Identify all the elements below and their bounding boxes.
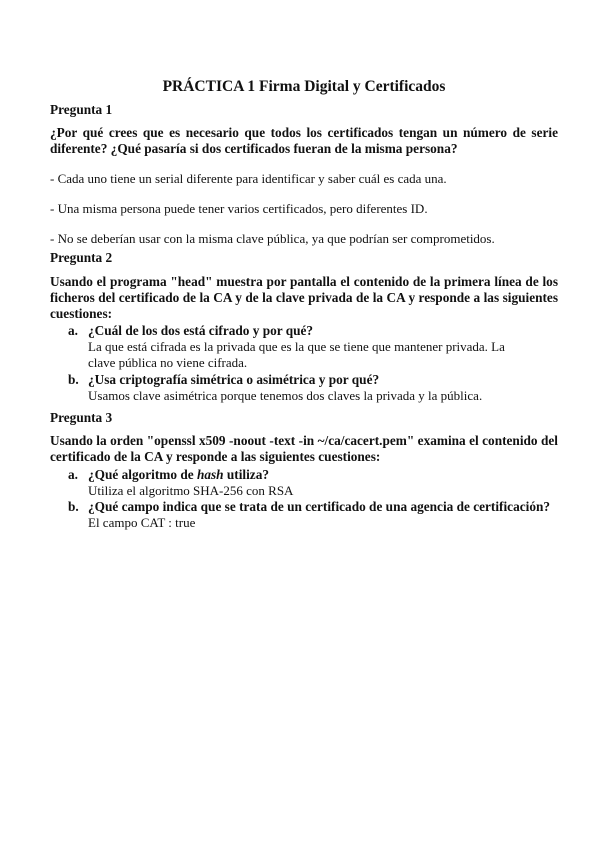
pregunta-2-heading: Pregunta 2: [50, 250, 113, 265]
pregunta-1-heading: Pregunta 1: [50, 102, 113, 117]
item-letter: a.: [68, 467, 78, 482]
item-question-emphasis: hash: [196, 467, 224, 482]
pregunta-2-item-a: [68, 323, 558, 371]
pregunta-2-question: Usando el programa "head" muestra por pantalla el contenido de la primera línea de los ficheros del certificado de la CA y de la clave privada de la CA y responde a las siguientes cuestiones:: [50, 274, 558, 321]
document-title: PRÁCTICA 1 Firma Digital y Certificados: [162, 78, 446, 95]
item-answer: El campo CAT : true: [88, 515, 196, 530]
item-question: ¿Usa criptografía simétrica o asimétrica y por qué?: [88, 372, 380, 387]
pregunta-2-item-b: [68, 372, 558, 404]
item-answer-line-2: clave pública no viene cifrada.: [88, 355, 248, 370]
pregunta-3-question: Usando la orden "openssl x509 -noout -text -in ~/ca/cacert.pem" examina el contenido del certificado de la CA y responde a las siguientes cuestiones:: [50, 433, 558, 464]
pregunta-1-answer-3: - No se deberían usar con la misma clave pública, ya que podrían ser comprometidos.: [50, 231, 495, 246]
pregunta-3-item-a: [68, 467, 558, 499]
item-answer-line-1: La que está cifrada es la privada que es la que se tiene que mantener privada. La: [88, 339, 505, 354]
item-question: ¿Cuál de los dos está cifrado y por qué?: [88, 323, 314, 338]
item-answer: Utiliza el algoritmo SHA-256 con RSA: [88, 483, 294, 498]
item-question: [88, 467, 558, 483]
item-question-post: utiliza?: [223, 467, 270, 482]
item-question: ¿Qué campo indica que se trata de un certificado de una agencia de certificación?: [88, 499, 551, 514]
item-question-pre: ¿Qué algoritmo de: [88, 467, 197, 482]
pregunta-3-heading: Pregunta 3: [50, 410, 113, 425]
item-letter: b.: [68, 372, 79, 387]
pregunta-1-question: ¿Por qué crees que es necesario que todos los certificados tengan un número de serie diferente? ¿Qué pasaría si dos certificados fueran de la misma persona?: [50, 125, 558, 156]
pregunta-3-item-b: [68, 499, 558, 531]
item-letter: a.: [68, 323, 78, 338]
item-answer-line-1: Usamos clave asimétrica porque tenemos dos claves la privada y la pública.: [88, 388, 483, 403]
pregunta-1-answer-2: - Una misma persona puede tener varios certificados, pero diferentes ID.: [50, 201, 428, 216]
item-letter: b.: [68, 499, 79, 514]
pregunta-1-answer-1: - Cada uno tiene un serial diferente para identificar y saber cuál es cada una.: [50, 171, 447, 186]
